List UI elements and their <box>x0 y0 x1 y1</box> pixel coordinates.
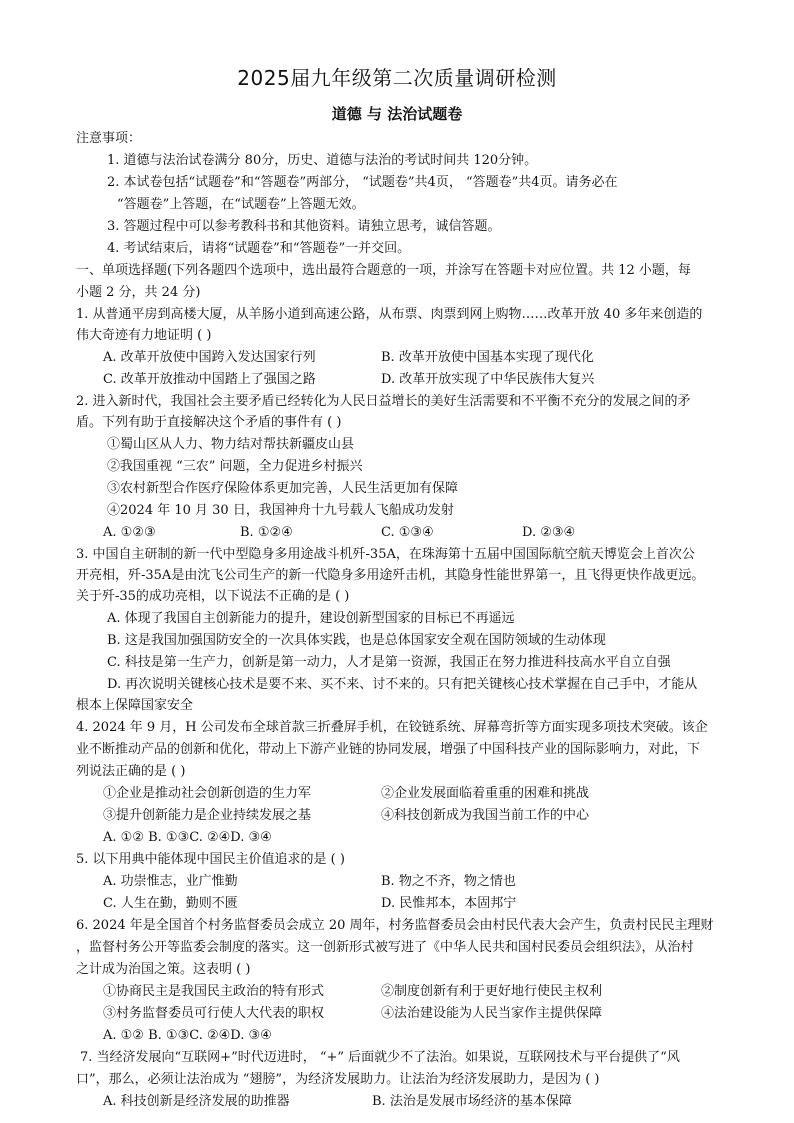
question-2-option-a: A. ①②③ <box>103 525 156 540</box>
question-1-option-b: B. 改革开放使中国基本实现了现代化 <box>381 350 594 365</box>
question-1-option-c: C. 改革开放推动中国踏上了强国之路 <box>103 372 316 387</box>
question-4-options: A. ①② B. ①③C. ②④D. ③④ <box>103 830 272 845</box>
question-4-statement: ③提升创新能力是企业持续发展之基 <box>103 808 312 823</box>
question-4-stem-cont: 列说法正确的是 ( ) <box>76 764 186 779</box>
question-2-stem: 2. 进入新时代，我国社会主要矛盾已经转化为人民日益增长的美好生活需要和不平衡不充分的发展之间的矛 <box>76 394 691 409</box>
exam-subtitle: 道德 与 法治试题卷 <box>331 105 463 123</box>
question-6-statement: ④法治建设能为人民当家作主提供保障 <box>381 1006 603 1021</box>
question-5-option-c: C. 人生在勤，勤则不匮 <box>103 896 238 911</box>
question-6-stem-cont: ，监督村务公开等监委会制度的落实。这一创新形式被写进了《中华人民共和国村民委员会组织法》，从治村 <box>76 940 694 955</box>
question-4-stem: 4. 2024 年 9 月，H 公司发布全球首款三折叠屏手机，在铰链系统、屏幕弯折等方面实现多项技术突破。该企 <box>76 720 708 735</box>
question-6-statement: ①协商民主是我国民主政治的特有形式 <box>103 984 325 999</box>
question-6-stem: 6. 2024 年是全国首个村务监督委员会成立 20 周年，村务监督委员会由村民代表大会产生，负责村民民主理财 <box>76 918 714 933</box>
question-5-option-b: B. 物之不齐，物之情也 <box>381 874 516 889</box>
question-7-stem: 7. 当经济发展向“互联网+”时代迈进时， “+” 后面就少不了法治。如果说，互联网技术与平台提供了“风 <box>80 1050 680 1065</box>
question-1-option-a: A. 改革开放使中国跨入发达国家行列 <box>103 350 316 365</box>
notice-item: 3. 答题过程中可以参考教科书和其他资料。请独立思考，诚信答题。 <box>107 219 501 234</box>
question-2-statement: ①蜀山区从人力、物力结对帮扶新疆皮山县 <box>107 437 355 452</box>
question-1-option-d: D. 改革开放实现了中华民族伟大复兴 <box>381 372 595 387</box>
notice-heading: 注意事项： <box>76 131 142 146</box>
section-heading: 一、单项选择题(下列各题四个选项中，选出最符合题意的一项，并涂写在答题卡对应位置。共 12 小题，每 <box>76 263 691 278</box>
question-2-statement: ③农村新型合作医疗保险体系更加完善，人民生活更加有保障 <box>107 481 459 496</box>
question-7-stem-cont: 口”，那么，必须让法治成为 “翅膀”，为经济发展助力。让法治为经济发展助力，是因为 ( ) <box>76 1072 600 1087</box>
question-3-option-b: B. 这是我国加强国防安全的一次具体实践，也是总体国家安全观在国防领域的生动体现 <box>107 633 606 648</box>
notice-item: 2. 本试卷包括“试题卷”和“答题卷”两部分， “试题卷”共4页， “答题卷”共4页。请务必在 <box>107 175 618 190</box>
question-4-statement: ④科技创新成为我国当前工作的中心 <box>381 808 590 823</box>
section-heading-cont: 小题 2 分，共 24 分) <box>76 285 201 300</box>
question-2-option-b: B. ①②④ <box>240 525 293 540</box>
question-2-stem-cont: 盾。下列有助于直接解决这个矛盾的事件有 ( ) <box>76 415 342 430</box>
question-2-statement: ④2024 年 10 月 30 日，我国神舟十九号载人飞船成功发射 <box>107 503 454 518</box>
notice-item: 1. 道德与法治试卷满分 80分，历史、道德与法治的考试时间共 120分钟。 <box>107 153 538 168</box>
question-7-option-a: A. 科技创新是经济发展的助推器 <box>103 1094 290 1109</box>
question-6-options: A. ①② B. ①③C. ②④D. ③④ <box>103 1028 272 1043</box>
question-6-statement: ③村务监督委员可行使人大代表的职权 <box>103 1006 325 1021</box>
notice-item: “答题卷”上答题，在“试题卷”上答题无效。 <box>117 197 365 212</box>
question-3-option-c: C. 科技是第一生产力，创新是第一动力，人才是第一资源，我国正在努力推进科技高水平自立自强 <box>107 655 671 670</box>
question-5-option-a: A. 功崇惟志，业广惟勤 <box>103 874 238 889</box>
question-4-stem-cont: 业不断推动产品的创新和优化，带动上下游产业链的协同发展，增强了中国科技产业的国际影响力，对此，下 <box>76 742 701 757</box>
question-6-statement: ②制度创新有利于更好地行使民主权利 <box>381 984 603 999</box>
question-7-option-b: B. 法治是发展市场经济的基本保障 <box>372 1094 572 1109</box>
question-6-stem-cont: 之计成为治国之策。这表明 ( ) <box>76 962 251 977</box>
question-3-option-d: D. 再次说明关键核心技术是要不来、买不来、讨不来的。只有把关键核心技术掌握在自己手中，才能从 <box>107 677 698 692</box>
question-1-stem: 1. 从普通平房到高楼大厦，从羊肠小道到高速公路，从布票、肉票到网上购物……改革开放 40 多年来创造的 <box>76 307 703 322</box>
question-2-option-c: C. ①③④ <box>381 525 434 540</box>
question-4-statement: ①企业是推动社会创新创造的生力军 <box>103 786 312 801</box>
question-4-statement: ②企业发展面临着重重的困难和挑战 <box>381 786 590 801</box>
question-5-option-d: D. 民惟邦本，本固邦宁 <box>381 896 517 911</box>
question-3-stem-cont: 关于歼-35的成功亮相，以下说法不正确的是 ( ) <box>76 589 350 604</box>
question-3-option-d-cont: 根本上保障国家安全 <box>76 698 194 713</box>
question-2-option-d: D. ②③④ <box>522 525 576 540</box>
question-1-stem-cont: 伟大奇迹有力地证明 ( ) <box>76 328 212 343</box>
question-2-statement: ②我国重视 “三农” 问题，全力促进乡村振兴 <box>107 459 363 474</box>
notice-item: 4. 考试结束后，请将“试题卷”和“答题卷”一并交回。 <box>107 241 411 256</box>
exam-title: 2025届九年级第二次质量调研检测 <box>237 66 557 90</box>
question-3-option-a: A. 体现了我国自主创新能力的提升，建设创新型国家的目标已不再遥远 <box>107 611 515 626</box>
question-5-stem: 5. 以下用典中能体现中国民主价值追求的是 ( ) <box>76 852 345 867</box>
question-3-stem: 3. 中国自主研制的新一代中型隐身多用途战斗机歼-35A，在珠海第十五届中国国际航空航天博览会上首次公 <box>76 547 695 562</box>
question-3-stem-cont: 开亮相，歼-35A是由沈飞公司生产的新一代隐身多用途歼击机，其隐身性能世界第一，且飞得更快作战更远。 <box>76 568 705 583</box>
